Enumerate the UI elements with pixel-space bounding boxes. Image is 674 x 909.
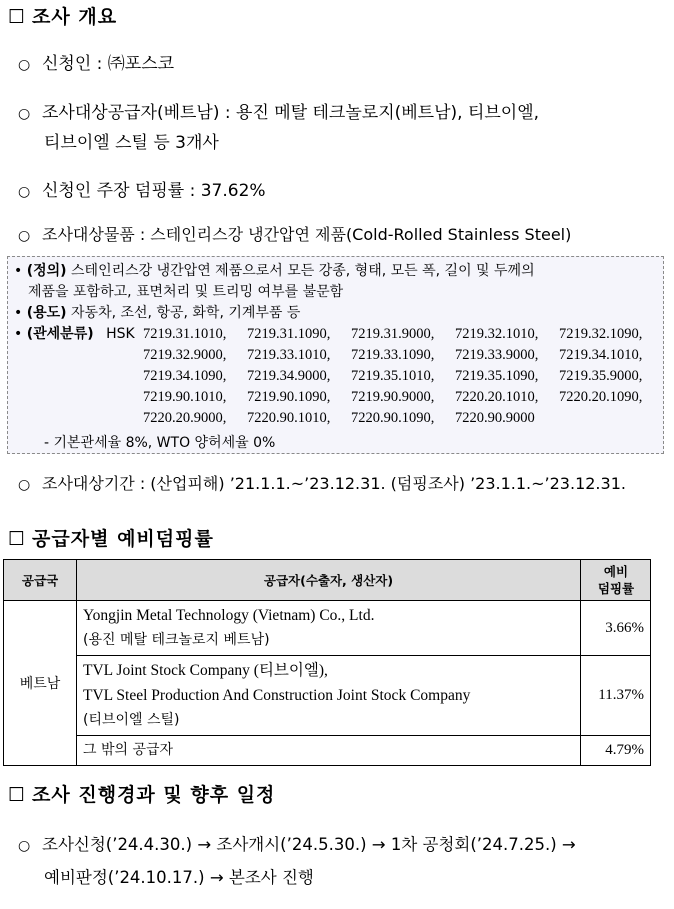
schedule-text-1: 조사신청(’24.4.30.) → 조사개시(’24.5.30.) → 1차 공청회(’24.7.25.) →	[42, 835, 576, 854]
supplier-en: Yongjin Metal Technology (Vietnam) Co., Ltd.	[83, 607, 375, 624]
claim-text: 신청인 주장 덤핑률 : 37.62%	[42, 181, 266, 201]
supplier-en: TVL Steel Production And Construction Joint Stock Company	[83, 687, 471, 704]
supplier-ko: (용진 메탈 테크놀로지 베트남)	[83, 632, 270, 648]
hsk-code: 7219.31.9000,	[351, 326, 435, 342]
period-text: 조사대상기간 : (산업피해) ’21.1.1.~’23.12.31. (덤핑조사) ’23.1.1.~’23.12.31.	[42, 474, 626, 493]
hsk-code: 7219.35.9000,	[559, 368, 643, 384]
table-header-row	[4, 560, 651, 601]
hsk-code: 7219.31.1090,	[247, 326, 331, 342]
hsk-code-row	[143, 387, 663, 408]
schedule-text-2: 예비판정(’24.10.17.) → 본조사 진행	[44, 868, 314, 887]
hsk-code: 7219.90.9000,	[351, 389, 435, 405]
rate-cell: 3.66%	[581, 601, 651, 656]
hsk-code: 7219.33.1090,	[351, 347, 435, 363]
rate-cell: 4.79%	[581, 736, 651, 766]
hsk-code: 7220.20.1010,	[455, 389, 539, 405]
hsk-code: 7219.34.1010,	[559, 347, 643, 363]
hsk-code: 7219.32.1010,	[455, 326, 539, 342]
overview-title-text: 조사 개요	[32, 6, 118, 28]
tariff-rates: - 기본관세율 8%, WTO 양허세율 0%	[44, 435, 276, 451]
applicant-line	[18, 49, 174, 74]
schedule-line	[18, 831, 576, 855]
use-row: • (용도) 자동차, 조선, 항공, 화학, 기계부품 등	[14, 305, 301, 321]
claim-line	[18, 176, 266, 201]
hsk-code: 7219.90.1090,	[247, 389, 331, 405]
rate-cell: 11.37%	[581, 656, 651, 736]
product-info-box	[7, 256, 664, 454]
period-line	[18, 471, 626, 494]
use-label: (용도)	[26, 305, 67, 321]
supplier-cell	[77, 656, 581, 736]
header-rate	[581, 560, 651, 601]
header-rate-line2: 덤핑률	[597, 581, 635, 596]
table-row	[4, 601, 651, 656]
tariff-row: • (관세분류) HSK 7219.31.1010, 7219.31.1090, 7219.31.9000, 7219.32.1010, 7219.32.1090, 7219.32.9000, 7219.33.1010, 7219.33.1090, 7219.33.9000, 7219.34.1010, 7219.34.1090, 7219.34.9000, 7219.35.1010, 7219.35.1090, 7219.35.9000, 7219.90.1010, 7219.90.1090, 7219.90.9000, 7220.20.1010, 7220.20.1090, 7220.20.9000, 7220.90.1010, 7220.90.1090, 7220.90.9000	[14, 324, 663, 429]
suppliers-line	[18, 98, 539, 123]
definition-label: (정의)	[26, 263, 67, 279]
hsk-code: 7219.34.9000,	[247, 368, 331, 384]
header-country: 공급국	[4, 560, 77, 601]
hsk-label: HSK	[106, 326, 135, 342]
hsk-code: 7219.35.1010,	[351, 368, 435, 384]
hsk-code: 7219.32.1090,	[559, 326, 643, 342]
tariff-label: (관세분류)	[26, 326, 94, 342]
header-rate-line1: 예비	[603, 564, 629, 579]
hsk-code: 7219.35.1090,	[455, 368, 539, 384]
section-title-overview	[8, 2, 117, 29]
hsk-code-row	[143, 345, 663, 366]
product-line	[18, 222, 571, 245]
header-supplier: 공급자(수출자, 생산자)	[77, 560, 581, 601]
suppliers-text-2: 티브이엘 스틸 등 3개사	[44, 133, 219, 153]
hsk-code: 7219.90.1010,	[143, 389, 227, 405]
supplier-cell	[77, 601, 581, 656]
checkbox-square-icon: ☐	[8, 528, 27, 550]
hsk-code: 7219.33.1010,	[247, 347, 331, 363]
hsk-code: 7219.32.9000,	[143, 347, 227, 363]
country-cell: 베트남	[4, 601, 77, 766]
circle-bullet-icon: ○	[18, 228, 31, 244]
hsk-code-row	[143, 324, 663, 345]
use-text: 자동차, 조선, 항공, 화학, 기계부품 등	[71, 305, 301, 321]
supplier-cell: 그 밖의 공급자	[77, 736, 581, 766]
definition-text-1: 스테인리스강 냉간압연 제품으로서 모든 강종, 형태, 모든 폭, 길이 및 두께의	[71, 263, 535, 279]
hsk-code-row	[143, 408, 663, 429]
hsk-codes	[143, 324, 663, 429]
margins-title-text: 공급자별 예비덤핑률	[32, 528, 214, 550]
circle-bullet-icon: ○	[18, 838, 31, 854]
applicant-text: 신청인 : ㈜포스코	[42, 54, 175, 74]
circle-bullet-icon: ○	[18, 477, 31, 493]
product-text: 조사대상물품 : 스테인리스강 냉간압연 제품(Cold-Rolled Stainless Steel)	[42, 225, 572, 244]
supplier-en: TVL Joint Stock Company (티브이엘),	[83, 662, 328, 679]
suppliers-text-1: 조사대상공급자(베트남) : 용진 메탈 테크놀로지(베트남), 티브이엘,	[42, 103, 540, 123]
hsk-code: 7220.90.1090,	[351, 410, 435, 426]
schedule-title-text: 조사 진행경과 및 향후 일정	[32, 784, 276, 806]
supplier-ko: (티브이엘 스틸)	[83, 712, 180, 728]
hsk-code: 7220.20.9000,	[143, 410, 227, 426]
hsk-code: 7219.33.9000,	[455, 347, 539, 363]
definition-row: • (정의) 스테인리스강 냉간압연 제품으로서 모든 강종, 형태, 모든 폭, 길이 및 두께의	[14, 263, 535, 279]
section-title-schedule	[8, 780, 275, 807]
section-title-margins	[8, 524, 214, 551]
hsk-code: 7220.20.1090,	[559, 389, 643, 405]
table-row	[4, 736, 651, 766]
hsk-code-row	[143, 366, 663, 387]
hsk-code: 7220.90.1010,	[247, 410, 331, 426]
circle-bullet-icon: ○	[18, 57, 31, 73]
checkbox-square-icon: ☐	[8, 6, 27, 28]
hsk-code: 7219.31.1010,	[143, 326, 227, 342]
hsk-code: 7220.90.9000	[455, 410, 535, 426]
hsk-code: 7219.34.1090,	[143, 368, 227, 384]
circle-bullet-icon: ○	[18, 106, 31, 122]
definition-text-2: 제품을 포함하고, 표면처리 및 트리밍 여부를 불문함	[28, 284, 344, 300]
checkbox-square-icon: ☐	[8, 784, 27, 806]
margin-table	[3, 559, 651, 766]
table-row	[4, 656, 651, 736]
circle-bullet-icon: ○	[18, 184, 31, 200]
